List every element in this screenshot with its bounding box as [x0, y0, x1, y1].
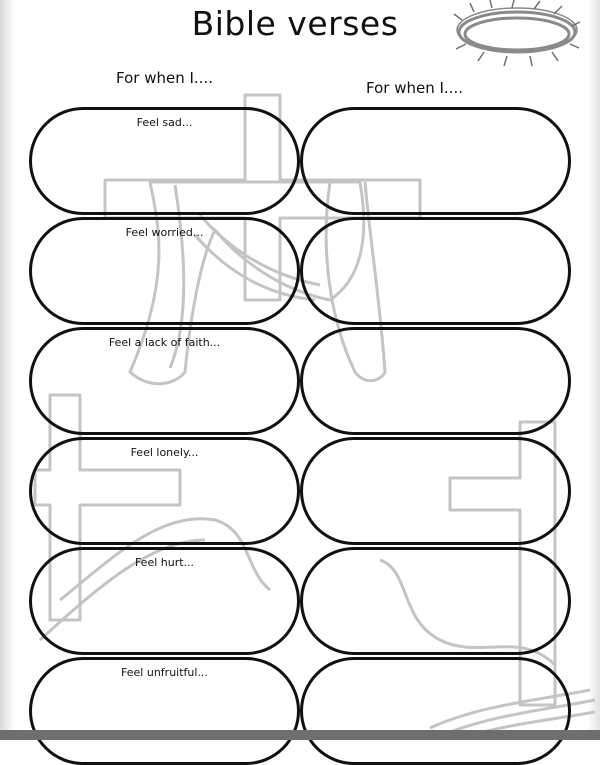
prompt-label: Feel a lack of faith...: [108, 336, 221, 349]
verse-box-right-4[interactable]: [300, 437, 571, 545]
verse-box-right-5[interactable]: [300, 547, 571, 655]
prompt-label: Feel lonely...: [130, 446, 199, 459]
left-column-heading: For when I....: [116, 69, 213, 87]
verse-box-feel-sad[interactable]: [29, 107, 300, 215]
verse-box-right-1[interactable]: [300, 107, 571, 215]
verse-box-feel-lack-of-faith[interactable]: [29, 327, 300, 435]
prompt-label: Feel sad...: [136, 116, 193, 129]
verse-box-feel-worried[interactable]: [29, 217, 300, 325]
verse-box-right-2[interactable]: [300, 217, 571, 325]
right-column-heading: For when I....: [366, 79, 463, 97]
prompt-label: Feel hurt...: [134, 556, 195, 569]
verse-box-feel-hurt[interactable]: [29, 547, 300, 655]
page-title: Bible verses: [191, 4, 399, 43]
prompt-label: Feel worried...: [125, 226, 204, 239]
verse-box-feel-unfruitful[interactable]: [29, 657, 300, 765]
verse-box-feel-lonely[interactable]: [29, 437, 300, 545]
prompt-label: Feel unfruitful...: [121, 666, 208, 679]
verse-box-right-6[interactable]: [300, 657, 571, 765]
verse-box-right-3[interactable]: [300, 327, 571, 435]
bottom-scroll-edge: [0, 730, 600, 740]
